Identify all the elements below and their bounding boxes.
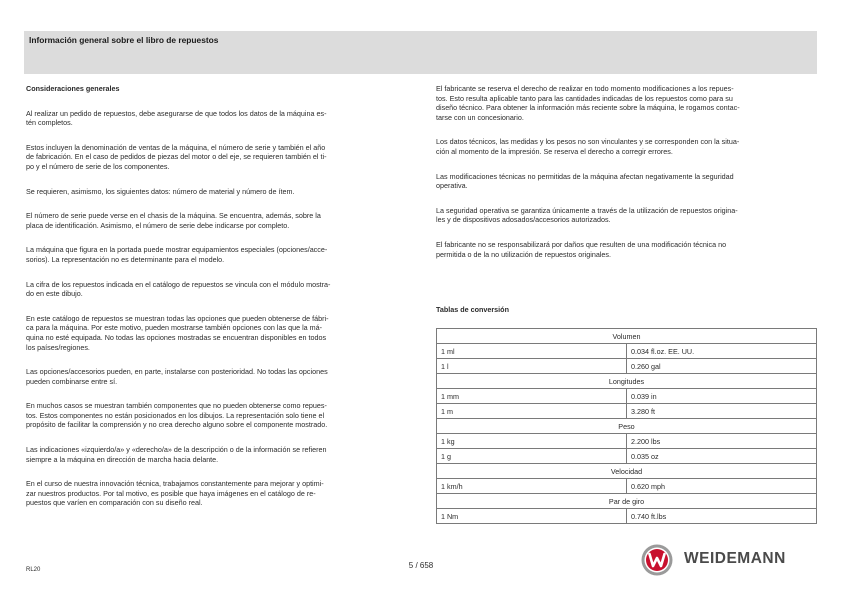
conversion-value: 0.740 ft.lbs: [627, 509, 817, 524]
conversion-group-header: Peso: [437, 419, 817, 434]
paragraph-line: diseño técnico. Para obtener la información más reciente sobre la máquina, le rogamos contac-: [436, 103, 740, 113]
conversion-group-row: [437, 374, 817, 389]
paragraph-line: En el curso de nuestra innovación técnica, trabajamos constantemente para mejorar y optimi-: [26, 479, 324, 489]
right-column: [436, 84, 817, 274]
conversion-group-row: [437, 329, 817, 344]
conversion-group-row: [437, 464, 817, 479]
paragraph: [26, 445, 402, 464]
conversion-value: 3.280 ft: [627, 404, 817, 419]
paragraph-line: puestos que varíen en comparación con su diseño real.: [26, 498, 203, 508]
paragraph-line: El número de serie puede verse en el chasis de la máquina. Se encuentra, además, sobre la: [26, 211, 321, 221]
paragraph-line: do en este dibujo.: [26, 289, 83, 299]
paragraph-line: los países/regiones.: [26, 342, 90, 352]
page-title: Información general sobre el libro de repuestos: [29, 35, 219, 45]
paragraph: [26, 187, 402, 197]
paragraph-line: permitida o de la no utilización de repuestos originales.: [436, 249, 611, 259]
paragraph-line: ción al momento de la impresión. Se reserva el derecho a corregir errores.: [436, 146, 673, 156]
paragraph-line: tos. Estos componentes no están posicionados en los dibujos. La representación solo tiene el: [26, 410, 325, 420]
left-column: [26, 84, 402, 523]
conversion-value: 0.039 in: [627, 389, 817, 404]
left-paragraphs: [26, 109, 402, 508]
conversion-unit: 1 g: [437, 449, 627, 464]
conversion-group-header: Volumen: [437, 329, 817, 344]
brand-name: WEIDEMANN: [684, 550, 786, 567]
paragraph: [26, 479, 402, 508]
conversion-value: 0.035 oz: [627, 449, 817, 464]
conversion-row: [437, 479, 817, 494]
conversion-unit: 1 ml: [437, 344, 627, 359]
conversion-row: [437, 404, 817, 419]
paragraph-line: placa de identificación. Asimismo, el número de serie debe indicarse por completo.: [26, 220, 290, 230]
paragraph-line: po y el número de serie de los componentes.: [26, 161, 170, 171]
page-number: 5 / 658: [408, 561, 434, 570]
paragraph-line: les y de dispositivos adosados/accesorios autorizados.: [436, 215, 611, 225]
conversion-title: Tablas de conversión: [436, 305, 509, 314]
conversion-unit: 1 kg: [437, 434, 627, 449]
paragraph-line: La máquina que figura en la portada puede mostrar equipamientos especiales (opciones/acce-: [26, 245, 328, 255]
conversion-row: [437, 344, 817, 359]
section-title-general: Consideraciones generales: [26, 84, 120, 93]
paragraph-line: Las indicaciones «izquierdo/a» y «derecho/a» de la descripción o de la información se refieren: [26, 445, 327, 455]
conversion-group-header: Longitudes: [437, 374, 817, 389]
conversion-table: [436, 328, 817, 524]
paragraph-line: quina no esté equipada. No todas las opciones mostradas se encuentran disponibles en todos: [26, 332, 327, 342]
paragraph-line: Al realizar un pedido de repuestos, debe asegurarse de que todos los datos de la máquina es-: [26, 108, 327, 118]
paragraph: [26, 245, 402, 264]
paragraph: [26, 367, 402, 386]
paragraph-line: ca para la máquina. Por este motivo, pueden mostrarse también opciones con las que la má-: [26, 323, 323, 333]
paragraph-line: La cifra de los repuestos indicada en el catálogo de repuestos se vincula con el módulo mostra-: [26, 279, 331, 289]
paragraph-line: tos. Esto resulta aplicable tanto para las cantidades indicadas de los repuestos como para su: [436, 93, 733, 103]
conversion-row: [437, 434, 817, 449]
conversion-unit: 1 Nm: [437, 509, 627, 524]
right-paragraphs: [436, 84, 817, 259]
conversion-group-header: Par de giro: [437, 494, 817, 509]
conversion-group-row: [437, 494, 817, 509]
paragraph-line: Los datos técnicos, las medidas y los pesos no son vinculantes y se corresponden con la situa-: [436, 137, 740, 147]
conversion-unit: 1 m: [437, 404, 627, 419]
conversion-row: [437, 389, 817, 404]
paragraph-line: El fabricante no se responsabilizará por daños que resulten de una modificación técnica no: [436, 239, 727, 249]
conversion-value: 0.620 mph: [627, 479, 817, 494]
conversion-unit: 1 l: [437, 359, 627, 374]
paragraph-line: Las opciones/accesorios pueden, en parte, instalarse con posterioridad. No todas las opciones: [26, 367, 328, 377]
paragraph-line: siempre a la máquina en dirección de marcha hacia delante.: [26, 454, 219, 464]
paragraph-line: El fabricante se reserva el derecho de realizar en todo momento modificaciones a los repues-: [436, 84, 734, 93]
paragraph-line: Estos incluyen la denominación de ventas de la máquina, el número de serie y también el año: [26, 142, 326, 152]
weidemann-w-logo-icon: [641, 544, 673, 576]
paragraph: [26, 109, 402, 128]
paragraph-line: En este catálogo de repuestos se muestran todas las opciones que pueden obtenerse de fábri-: [26, 313, 329, 323]
conversion-value: 0.034 fl.oz. EE. UU.: [627, 344, 817, 359]
conversion-row: [437, 359, 817, 374]
paragraph-line: tén completos.: [26, 118, 73, 128]
paragraph: [26, 280, 402, 299]
paragraph: [26, 143, 402, 172]
paragraph: [26, 211, 402, 230]
paragraph-line: zar nuestros productos. Por tal motivo, es posible que haya imágenes en el catálogo de re-: [26, 488, 316, 498]
conversion-group-header: Velocidad: [437, 464, 817, 479]
conversion-row: [437, 449, 817, 464]
paragraph-line: Se requieren, asimismo, los siguientes datos: número de material y número de ítem.: [26, 186, 295, 196]
paragraph: [436, 137, 817, 156]
conversion-row: [437, 509, 817, 524]
footer-code: RL20: [26, 567, 41, 573]
paragraph-line: de fabricación. En el caso de pedidos de piezas del motor o del eje, se requieren también el ti-: [26, 152, 327, 162]
conversion-unit: 1 mm: [437, 389, 627, 404]
paragraph: [26, 314, 402, 352]
conversion-value: 2.200 lbs: [627, 434, 817, 449]
paragraph: [436, 240, 817, 259]
paragraph: [436, 172, 817, 191]
paragraph-line: pueden combinarse entre sí.: [26, 376, 118, 386]
paragraph-line: operativa.: [436, 181, 468, 191]
conversion-group-row: [437, 419, 817, 434]
paragraph: [26, 401, 402, 430]
paragraph-line: La seguridad operativa se garantiza únicamente a través de la utilización de repuestos origina-: [436, 205, 738, 215]
paragraph-line: sorios). La representación no es determinante para el modelo.: [26, 254, 225, 264]
conversion-value: 0.260 gal: [627, 359, 817, 374]
paragraph: [436, 206, 817, 225]
paragraph-line: En muchos casos se muestran también componentes que no pueden obtenerse como repues-: [26, 401, 327, 411]
paragraph-line: propósito de facilitar la comprensión y no crea derecho alguno sobre el componente mostrado.: [26, 420, 328, 430]
header-bar: [24, 31, 817, 74]
paragraph-line: Las modificaciones técnicas no permitidas de la máquina afectan negativamente la seguridad: [436, 171, 734, 181]
conversion-unit: 1 km/h: [437, 479, 627, 494]
paragraph: [436, 84, 817, 122]
paragraph-line: tarse con un concesionario.: [436, 112, 524, 122]
